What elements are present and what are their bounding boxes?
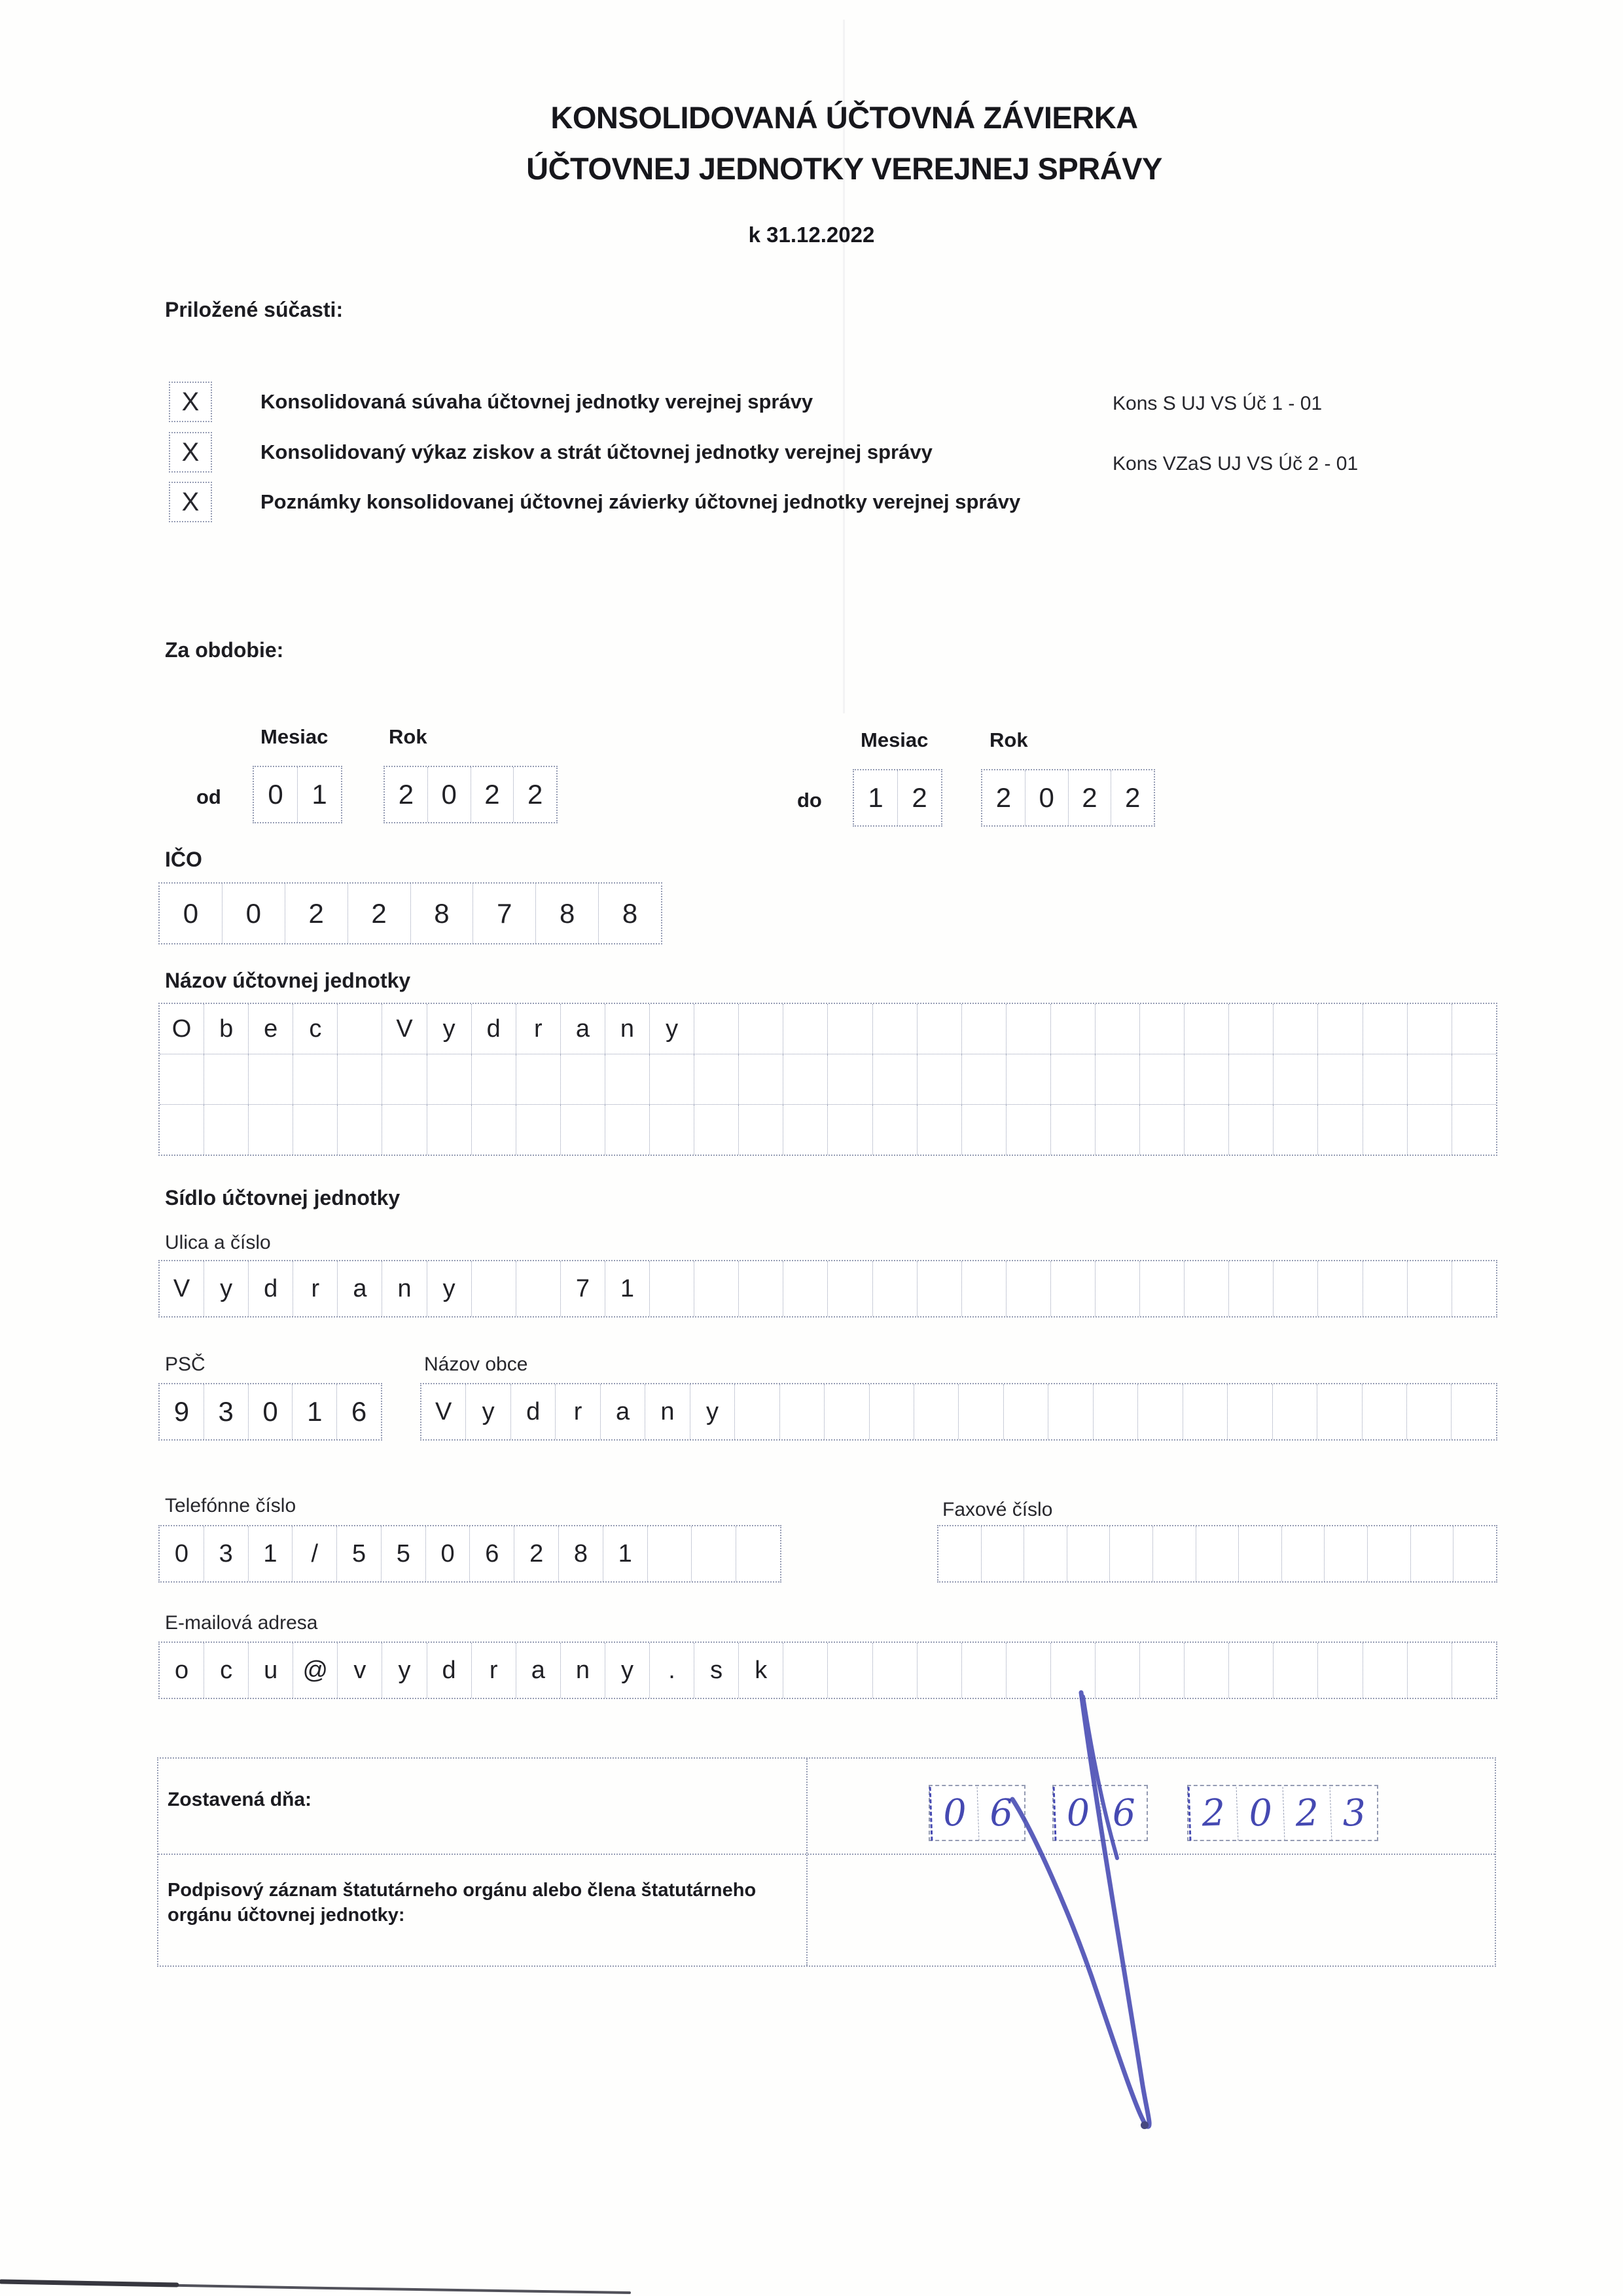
char-cell (1050, 1054, 1095, 1104)
char-cell (1095, 1261, 1139, 1316)
attachment-label: Konsolidovaná súvaha účtovnej jednotky verejnej správy (260, 390, 813, 413)
char-cell (1317, 1643, 1362, 1698)
char-cell: a (516, 1643, 560, 1698)
char-cell: n (382, 1261, 426, 1316)
char-cell (1095, 1643, 1139, 1698)
char-cell (1324, 1526, 1367, 1581)
char-cell: 1 (292, 1384, 336, 1439)
char-cell (649, 1261, 694, 1316)
char-cell (738, 1004, 783, 1054)
city-label: Názov obce (424, 1354, 528, 1375)
char-cell: v (337, 1643, 382, 1698)
char-cell (382, 1054, 426, 1104)
attachment-label: Konsolidovaný výkaz ziskov a strát účtovnej jednotky verejnej správy (260, 440, 933, 463)
char-cell (649, 1054, 694, 1104)
char-cell: 5 (381, 1526, 425, 1581)
char-cell (1363, 1261, 1407, 1316)
char-cell (738, 1054, 783, 1104)
char-cell (961, 1004, 1006, 1054)
char-cell: 1 (603, 1526, 647, 1581)
char-cell: 2 (995, 782, 1012, 813)
char-cell (1003, 1384, 1048, 1439)
char-cell (1006, 1105, 1050, 1155)
form-code-1: Kons S UJ VS Úč 1 - 01 (1113, 393, 1323, 414)
char-cell (471, 1054, 516, 1104)
char-cell (827, 1004, 872, 1054)
char-cell (869, 1384, 914, 1439)
char-cell (738, 1105, 783, 1155)
char-cell (827, 1643, 872, 1698)
char-cell (337, 1004, 382, 1054)
char-cell (827, 1105, 872, 1155)
psc-cells (158, 1383, 382, 1441)
char-cell: 2 (471, 767, 514, 822)
char-cell (1050, 1004, 1095, 1054)
char-cell (872, 1643, 917, 1698)
char-cell (1196, 1526, 1239, 1581)
char-cell (1317, 1384, 1361, 1439)
char-cell (1281, 1526, 1325, 1581)
char-cell (1273, 1643, 1317, 1698)
attachments-heading: Priložené súčasti: (165, 298, 344, 321)
char-cell (938, 1526, 981, 1581)
char-cell: 8 (535, 884, 598, 943)
char-cell (783, 1643, 827, 1698)
char-cell: d (471, 1004, 516, 1054)
char-cell (1273, 1261, 1317, 1316)
char-cell (872, 1054, 917, 1104)
entity-name-label: Názov účtovnej jednotky (165, 969, 411, 992)
char-cell: 2 (1283, 1785, 1331, 1840)
char-cell (961, 1643, 1006, 1698)
char-cell: 1 (248, 1526, 293, 1581)
char-cell (427, 1054, 471, 1104)
year-label-from: Rok (389, 725, 427, 748)
period-to-year-cells (981, 769, 1155, 827)
char-cell: o (174, 1656, 189, 1684)
char-cell (1407, 1261, 1452, 1316)
char-cell (516, 1054, 560, 1104)
entity-name-grid (158, 1003, 1497, 1156)
char-cell (1139, 1261, 1184, 1316)
char-cell (734, 1384, 779, 1439)
char-cell (248, 1054, 293, 1104)
compiled-on-label: Zostavená dňa: (168, 1789, 312, 1810)
char-cell (248, 1105, 293, 1155)
form-code-2: Kons VZaS UJ VS Úč 2 - 01 (1113, 453, 1359, 475)
char-cell (1184, 1004, 1228, 1054)
char-cell (917, 1054, 961, 1104)
month-label-to: Mesiac (861, 728, 929, 751)
char-cell (917, 1643, 961, 1698)
char-cell: 5 (336, 1526, 381, 1581)
char-cell: 1 (297, 767, 341, 822)
char-cell: 7 (560, 1261, 605, 1316)
char-cell (471, 1105, 516, 1155)
char-cell: 2 (1068, 770, 1111, 825)
as-of-date: k 31.12.2022 (748, 223, 875, 247)
street-label: Ulica a číslo (165, 1232, 271, 1253)
char-cell (1184, 1105, 1228, 1155)
address-heading: Sídlo účtovnej jednotky (165, 1186, 401, 1210)
char-cell (1452, 1261, 1496, 1316)
char-cell: e (248, 1004, 293, 1054)
char-cell: 2 (514, 1526, 558, 1581)
char-cell (779, 1384, 824, 1439)
char-cell (1317, 1105, 1362, 1155)
char-cell (1272, 1384, 1317, 1439)
char-cell: @ (293, 1643, 337, 1698)
char-cell: y (690, 1384, 734, 1439)
period-heading: Za obdobie: (165, 638, 284, 662)
handwritten-date-day (929, 1785, 1026, 1841)
entity-name-row1 (160, 1004, 1496, 1054)
char-cell (1410, 1526, 1454, 1581)
char-cell (1228, 1643, 1273, 1698)
char-cell: a (337, 1261, 382, 1316)
year-label-to: Rok (990, 728, 1028, 751)
char-cell: y (382, 1643, 426, 1698)
char-cell: r (293, 1261, 337, 1316)
char-cell (1317, 1054, 1362, 1104)
char-cell: k (738, 1643, 783, 1698)
char-cell (1048, 1384, 1092, 1439)
to-label: do (797, 789, 822, 812)
char-cell: n (605, 1004, 649, 1054)
char-cell: 0 (183, 897, 199, 929)
handwritten-date-year (1187, 1785, 1378, 1841)
char-cell: u (248, 1643, 293, 1698)
ico-label: IČO (165, 848, 202, 871)
from-label: od (196, 785, 221, 808)
footer-column-divider (806, 1759, 808, 1965)
char-cell: 6 (1100, 1785, 1148, 1840)
char-cell (694, 1054, 738, 1104)
char-cell: 3 (204, 1384, 248, 1439)
period-from-year-cells (383, 766, 558, 823)
char-cell (827, 1261, 872, 1316)
char-cell (204, 1054, 248, 1104)
char-cell (1228, 1105, 1273, 1155)
char-cell: 0 (248, 1384, 293, 1439)
char-cell: / (292, 1526, 336, 1581)
char-cell: V (435, 1397, 452, 1426)
char-cell (914, 1384, 958, 1439)
char-cell (872, 1004, 917, 1054)
char-cell (1095, 1054, 1139, 1104)
char-cell: . (649, 1643, 694, 1698)
char-cell (427, 1105, 471, 1155)
char-cell: 0 (1053, 1785, 1102, 1840)
city-cells (420, 1383, 1497, 1441)
char-cell: n (645, 1384, 689, 1439)
checkbox-notes: X (169, 482, 212, 522)
char-cell (783, 1004, 827, 1054)
char-cell (961, 1105, 1006, 1155)
char-cell (1228, 1054, 1273, 1104)
char-cell (160, 1054, 204, 1104)
char-cell (1273, 1054, 1317, 1104)
period-to-month-cells (853, 769, 942, 827)
char-cell (783, 1054, 827, 1104)
char-cell (1184, 1261, 1228, 1316)
char-cell: c (204, 1643, 248, 1698)
char-cell (337, 1054, 382, 1104)
phone-label: Telefónne číslo (165, 1495, 296, 1516)
char-cell (694, 1105, 738, 1155)
char-cell: s (694, 1643, 738, 1698)
char-cell (1406, 1384, 1451, 1439)
char-cell (1452, 1643, 1496, 1698)
page-title-line1: KONSOLIDOVANÁ ÚČTOVNÁ ZÁVIERKA (550, 100, 1138, 135)
char-cell: 6 (977, 1785, 1026, 1840)
char-cell (560, 1105, 605, 1155)
checkbox-profit-loss: X (169, 432, 212, 473)
fax-cells (937, 1525, 1497, 1583)
char-cell (1228, 1004, 1273, 1054)
char-cell (1407, 1643, 1452, 1698)
char-cell: 0 (427, 767, 471, 822)
char-cell (783, 1105, 827, 1155)
char-cell: 2 (1111, 770, 1154, 825)
char-cell (1109, 1526, 1152, 1581)
char-cell (1006, 1261, 1050, 1316)
char-cell (605, 1105, 649, 1155)
month-label-from: Mesiac (260, 725, 329, 748)
footer-row-divider (158, 1854, 1495, 1855)
char-cell: 0 (222, 884, 285, 943)
char-cell: 0 (1236, 1785, 1284, 1840)
char-cell (337, 1105, 382, 1155)
scan-artifact-line (1, 2282, 630, 2293)
char-cell: y (204, 1261, 248, 1316)
char-cell (1093, 1384, 1137, 1439)
char-cell: a (560, 1004, 605, 1054)
char-cell (827, 1054, 872, 1104)
char-cell: 8 (558, 1526, 603, 1581)
char-cell: 8 (410, 884, 473, 943)
char-cell (560, 1054, 605, 1104)
char-cell: c (293, 1004, 337, 1054)
char-cell: V (173, 1274, 190, 1302)
char-cell (1152, 1526, 1196, 1581)
char-cell (1095, 1004, 1139, 1054)
char-cell: 2 (1188, 1785, 1238, 1841)
char-cell (1183, 1384, 1227, 1439)
attachment-label: Poznámky konsolidovanej účtovnej závierky účtovnej jednotky verejnej správy (260, 490, 1021, 513)
char-cell (1452, 1004, 1496, 1054)
handwritten-date-month (1052, 1785, 1148, 1841)
char-cell (1407, 1054, 1452, 1104)
char-cell: y (649, 1004, 694, 1054)
char-cell (1452, 1054, 1496, 1104)
char-cell (1227, 1384, 1272, 1439)
char-cell (958, 1384, 1003, 1439)
char-cell (516, 1105, 560, 1155)
char-cell: V (382, 1004, 426, 1054)
char-cell: d (510, 1384, 555, 1439)
char-cell (1067, 1526, 1110, 1581)
char-cell (872, 1105, 917, 1155)
attachment-row (169, 382, 813, 422)
char-cell (1407, 1105, 1452, 1155)
char-cell (647, 1526, 692, 1581)
char-cell: 9 (173, 1396, 190, 1427)
char-cell: 0 (929, 1785, 979, 1840)
char-cell (961, 1261, 1006, 1316)
char-cell: 0 (425, 1526, 470, 1581)
char-cell (1363, 1054, 1407, 1104)
char-cell (738, 1261, 783, 1316)
email-label: E-mailová adresa (165, 1612, 318, 1634)
char-cell (1139, 1643, 1184, 1698)
char-cell: 0 (1025, 770, 1068, 825)
char-cell: r (516, 1004, 560, 1054)
char-cell (1453, 1526, 1496, 1581)
attachment-row (169, 432, 933, 473)
char-cell: y (427, 1004, 471, 1054)
char-cell: y (605, 1643, 649, 1698)
char-cell (1006, 1054, 1050, 1104)
char-cell (471, 1261, 516, 1316)
char-cell (1137, 1384, 1182, 1439)
char-cell: 2 (285, 884, 348, 943)
char-cell (917, 1105, 961, 1155)
char-cell (1273, 1105, 1317, 1155)
char-cell (872, 1261, 917, 1316)
char-cell (1363, 1004, 1407, 1054)
char-cell (382, 1105, 426, 1155)
char-cell (1006, 1643, 1050, 1698)
char-cell (1317, 1261, 1362, 1316)
char-cell: 6 (469, 1526, 514, 1581)
phone-cells (158, 1525, 781, 1583)
char-cell (1139, 1054, 1184, 1104)
char-cell: r (555, 1384, 599, 1439)
period-from-month-cells (253, 766, 342, 823)
char-cell (293, 1054, 337, 1104)
char-cell (204, 1105, 248, 1155)
char-cell (691, 1526, 736, 1581)
char-cell: 2 (897, 770, 941, 825)
char-cell: r (471, 1643, 516, 1698)
char-cell (694, 1004, 738, 1054)
char-cell (1363, 1643, 1407, 1698)
char-cell: 2 (398, 779, 414, 810)
char-cell (736, 1526, 780, 1581)
char-cell: 2 (348, 884, 410, 943)
char-cell (1050, 1105, 1095, 1155)
char-cell: 7 (473, 884, 535, 943)
char-cell (1317, 1004, 1362, 1054)
email-cells (158, 1641, 1497, 1699)
char-cell (1238, 1526, 1281, 1581)
char-cell (293, 1105, 337, 1155)
char-cell: a (600, 1384, 645, 1439)
char-cell (649, 1105, 694, 1155)
char-cell (516, 1261, 560, 1316)
char-cell (1139, 1004, 1184, 1054)
char-cell (824, 1384, 868, 1439)
char-cell: 8 (598, 884, 661, 943)
street-cells (158, 1260, 1497, 1318)
char-cell: n (560, 1643, 605, 1698)
char-cell (917, 1004, 961, 1054)
char-cell: 3 (1329, 1785, 1378, 1840)
char-cell: 1 (868, 782, 883, 813)
page-title-line2: ÚČTOVNEJ JEDNOTKY VEREJNEJ SPRÁVY (526, 151, 1162, 186)
attachment-row (169, 482, 1020, 522)
char-cell: 0 (268, 779, 283, 810)
char-cell (1050, 1643, 1095, 1698)
char-cell (1367, 1526, 1410, 1581)
char-cell: 6 (336, 1384, 381, 1439)
char-cell: y (427, 1261, 471, 1316)
char-cell: O (171, 1014, 192, 1043)
char-cell (1452, 1105, 1496, 1155)
char-cell (1363, 1105, 1407, 1155)
char-cell (1095, 1105, 1139, 1155)
entity-name-row2 (160, 1054, 1496, 1104)
char-cell (1228, 1261, 1273, 1316)
char-cell (981, 1526, 1024, 1581)
char-cell (1139, 1105, 1184, 1155)
char-cell (1024, 1526, 1067, 1581)
char-cell: 3 (204, 1526, 248, 1581)
psc-label: PSČ (165, 1354, 205, 1375)
char-cell: 1 (605, 1261, 649, 1316)
char-cell (1050, 1261, 1095, 1316)
char-cell: d (427, 1643, 471, 1698)
char-cell (694, 1261, 738, 1316)
char-cell: y (465, 1384, 510, 1439)
char-cell (961, 1054, 1006, 1104)
checkbox-consolidated-balance: X (169, 382, 212, 422)
char-cell: b (204, 1004, 248, 1054)
fax-label: Faxové číslo (942, 1499, 1053, 1520)
entity-name-row3 (160, 1104, 1496, 1155)
signature-record-label: Podpisový záznam štatutárneho orgánu alebo člena štatutárneho orgánu účtovnej jednotky: (168, 1880, 757, 1926)
char-cell (1407, 1004, 1452, 1054)
char-cell (1006, 1004, 1050, 1054)
char-cell (160, 1105, 204, 1155)
char-cell (605, 1054, 649, 1104)
char-cell (1184, 1054, 1228, 1104)
char-cell (1273, 1004, 1317, 1054)
char-cell (1451, 1384, 1495, 1439)
char-cell: 2 (513, 767, 556, 822)
char-cell: d (248, 1261, 293, 1316)
ico-cells (158, 882, 662, 944)
char-cell: 0 (174, 1539, 188, 1568)
char-cell (1184, 1643, 1228, 1698)
char-cell (1362, 1384, 1406, 1439)
char-cell (783, 1261, 827, 1316)
char-cell (917, 1261, 961, 1316)
